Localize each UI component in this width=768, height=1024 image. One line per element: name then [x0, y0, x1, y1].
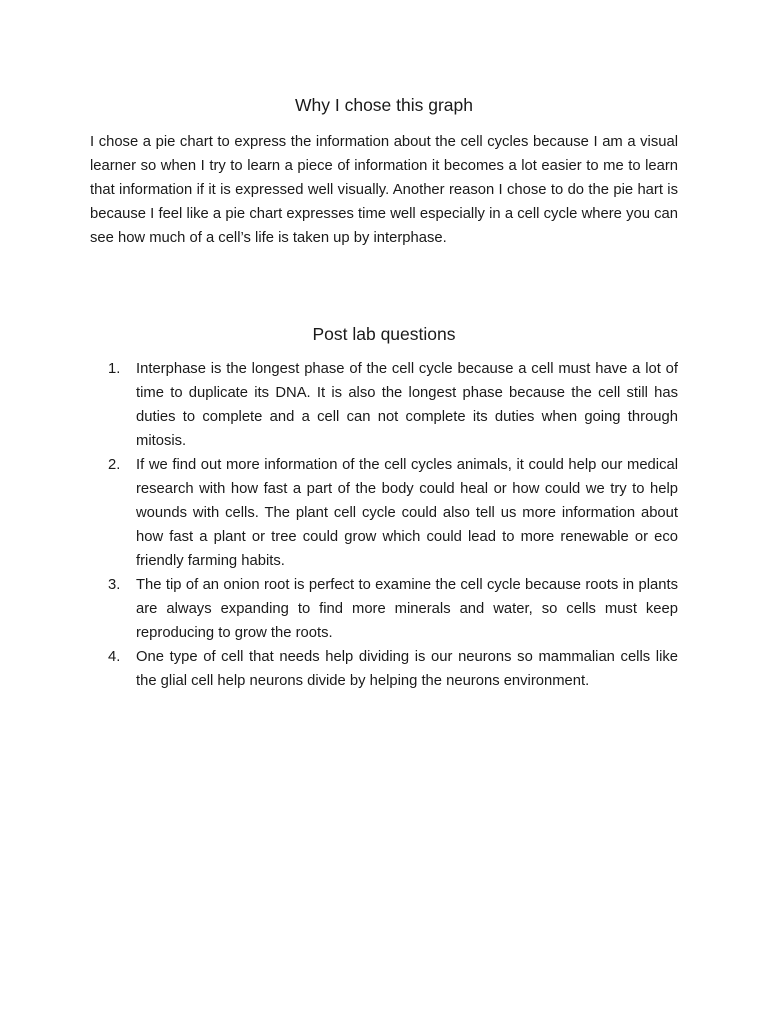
list-item-text: One type of cell that needs help dividing is our neurons so mammalian cells like the glial cell help neurons divide by helping the neurons environment. [136, 649, 678, 689]
list-item-number: 2. [108, 457, 121, 473]
list-item [108, 645, 678, 693]
section-title-why-graph: Why I chose this graph [295, 95, 473, 115]
post-lab-question-list [108, 357, 678, 693]
list-item [108, 357, 678, 453]
list-item-text: The tip of an onion root is perfect to examine the cell cycle because roots in plants are always expanding to find more minerals and water, so cells must keep reproducing to grow the roots. [136, 577, 678, 641]
list-item [108, 573, 678, 645]
list-item-text: If we find out more information of the cell cycles animals, it could help our medical research with how fast a part of the body could heal or how could we try to help wounds with cells. The plant cell cycle could also tell us more information about how fast a plant or tree could grow which could lead to more renewable or eco friendly farming habits. [136, 457, 678, 569]
list-item [108, 453, 678, 573]
list-item-number: 4. [108, 649, 121, 665]
section-title-post-lab: Post lab questions [312, 324, 456, 344]
list-item-text: Interphase is the longest phase of the cell cycle because a cell must have a lot of time to duplicate its DNA. It is also the longest phase because the cell still has duties to complete and a cell can not complete its duties when going through mitosis. [136, 361, 678, 449]
list-item-number: 1. [108, 361, 121, 377]
why-graph-paragraph: I chose a pie chart to express the information about the cell cycles because I am a visual learner so when I try to learn a piece of information it becomes a lot easier to me to learn that information if it is expressed well visually. Another reason I chose to do the pie hart is because I feel like a pie chart expresses time well especially in a cell cycle where you can see how much of a cell’s life is taken up by interphase. [90, 134, 678, 246]
list-item-number: 3. [108, 577, 121, 593]
